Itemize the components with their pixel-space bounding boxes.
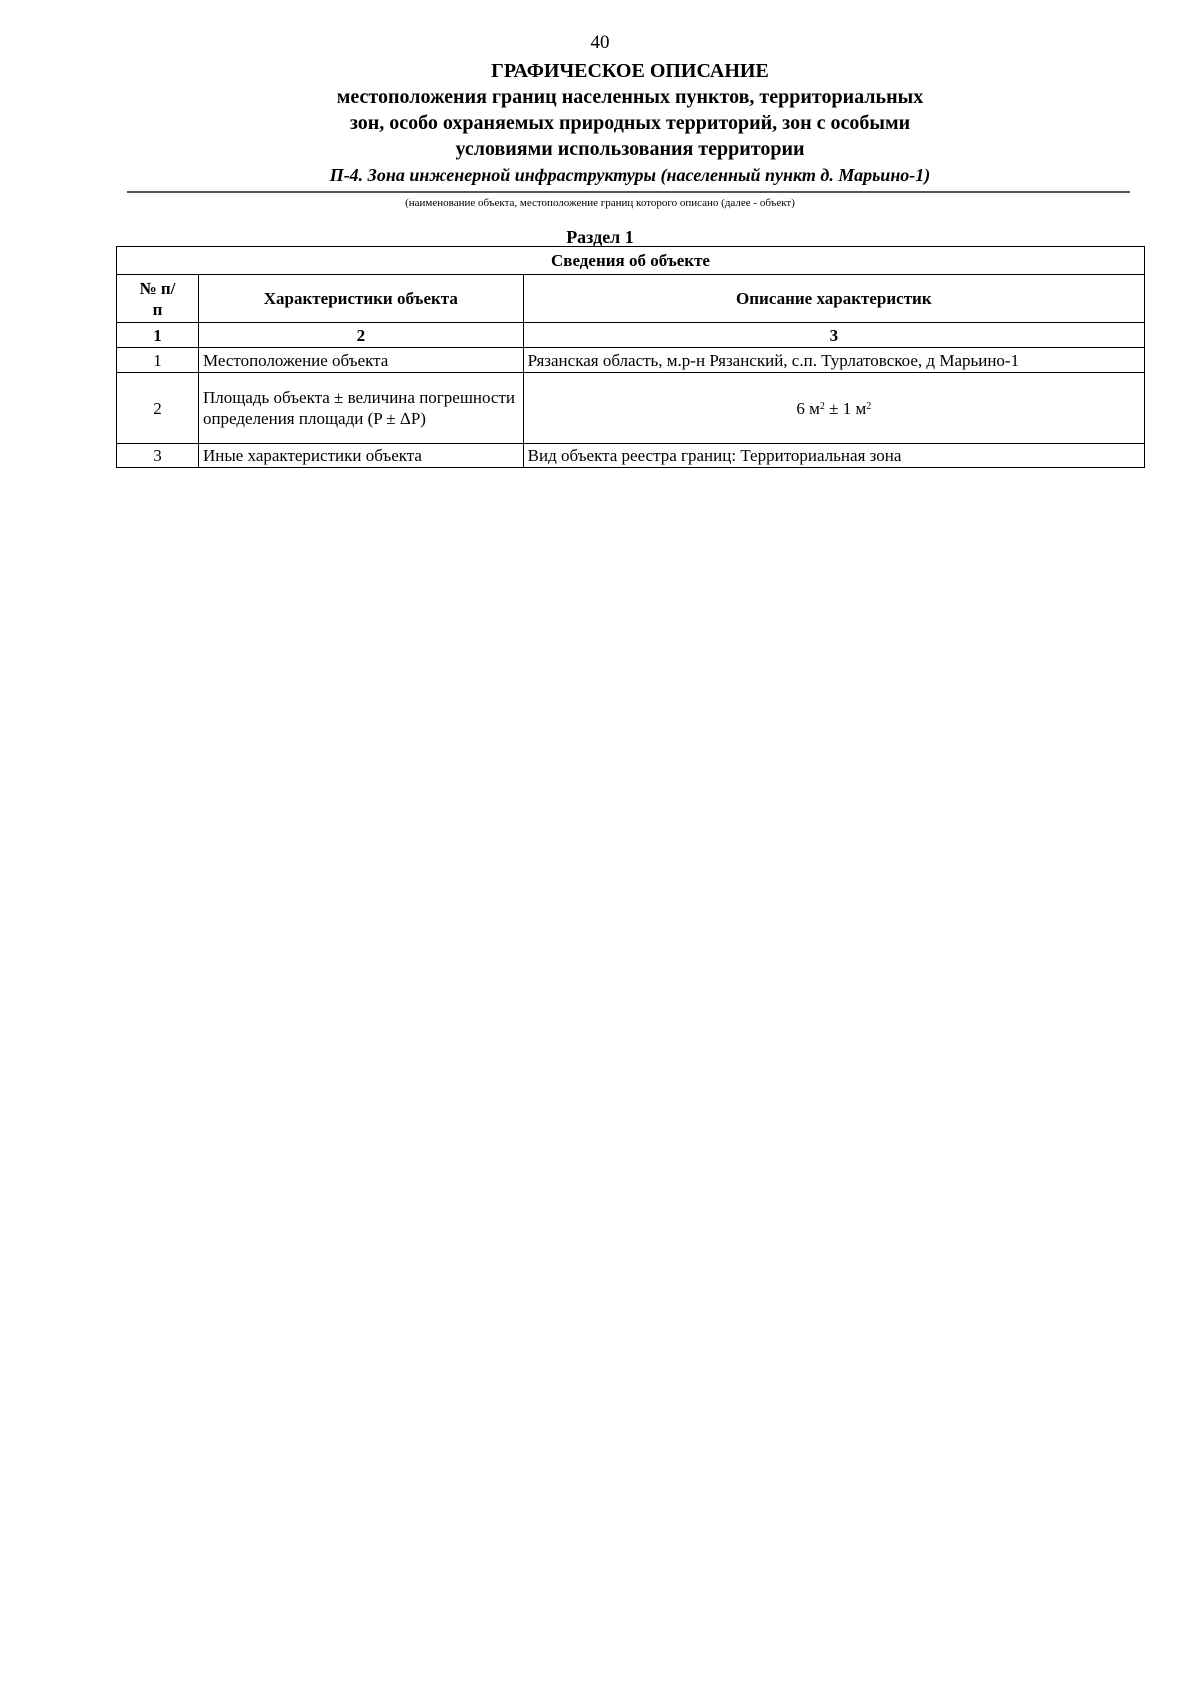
column-number-1: 1 bbox=[117, 323, 199, 348]
row-description: Рязанская область, м.р-н Рязанский, с.п. Турлатовское, д Марьино-1 bbox=[523, 348, 1144, 373]
table-caption-row bbox=[117, 247, 1145, 275]
table-row bbox=[117, 373, 1145, 444]
area-value: 6 м bbox=[796, 398, 820, 418]
document-subtitle-line-2: зон, особо охраняемых природных территорий, зон с особыми bbox=[349, 112, 911, 134]
table-row bbox=[117, 348, 1145, 373]
column-number-row bbox=[117, 323, 1145, 348]
table-header-row bbox=[117, 275, 1145, 323]
column-header-characteristic: Характеристики объекта bbox=[198, 275, 523, 323]
object-name-underline bbox=[127, 191, 1130, 193]
section-title: Раздел 1 bbox=[566, 227, 634, 247]
area-error-unit-superscript: 2 bbox=[866, 400, 872, 412]
column-number-3: 3 bbox=[523, 323, 1144, 348]
row-description: Вид объекта реестра границ: Территориальная зона bbox=[523, 444, 1144, 468]
document-subtitle-line-3: условиями использования территории bbox=[455, 138, 805, 160]
column-header-description: Описание характеристик bbox=[523, 275, 1144, 323]
document-subtitle-line-1: местоположения границ населенных пунктов, территориальных bbox=[336, 86, 924, 108]
area-unit-superscript: 2 bbox=[819, 400, 825, 412]
table-row bbox=[117, 444, 1145, 468]
document-header bbox=[130, 58, 1130, 188]
row-description bbox=[523, 373, 1144, 444]
row-number: 2 bbox=[117, 373, 199, 444]
column-header-number: № п/п bbox=[117, 275, 199, 323]
column-number-2: 2 bbox=[198, 323, 523, 348]
page-number: 40 bbox=[590, 32, 610, 53]
row-characteristic: Иные характеристики объекта bbox=[198, 444, 523, 468]
object-info-table bbox=[116, 246, 1145, 468]
table-caption: Сведения об объекте bbox=[117, 247, 1145, 275]
document-title: ГРАФИЧЕСКОЕ ОПИСАНИЕ bbox=[491, 60, 769, 82]
object-name: П-4. Зона инженерной инфраструктуры (населенный пункт д. Марьино-1) bbox=[329, 165, 931, 185]
row-characteristic: Площадь объекта ± величина погрешности определения площади (P ± ΔP) bbox=[198, 373, 523, 444]
object-name-caption: (наименование объекта, местоположение границ которого описано (далее - объект) bbox=[405, 197, 795, 209]
row-number: 1 bbox=[117, 348, 199, 373]
row-characteristic: Местоположение объекта bbox=[198, 348, 523, 373]
row-number: 3 bbox=[117, 444, 199, 468]
area-error: ± 1 м bbox=[824, 398, 867, 418]
